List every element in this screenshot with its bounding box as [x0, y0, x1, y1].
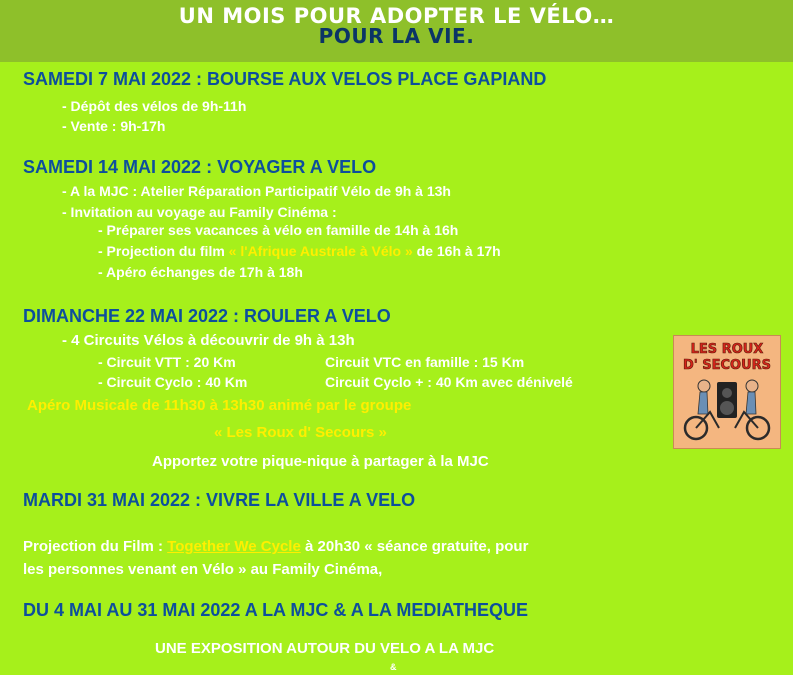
header-banner	[0, 0, 793, 62]
projection-film-line2: les personnes venant en Vélo » au Family Cinéma,	[23, 561, 383, 578]
band-logo	[673, 335, 781, 449]
projection-suffix: de 16h à 17h	[412, 243, 501, 259]
section-heading-7-mai: SAMEDI 7 MAI 2022 : BOURSE AUX VELOS PLACE GAPIAND	[23, 69, 547, 89]
picnic-note: Apportez votre pique-nique à partager à la MJC	[152, 453, 489, 470]
projection-film-line	[23, 538, 528, 555]
list-item: - Dépôt des vélos de 9h-11h	[62, 98, 247, 114]
circuit-item: Circuit VTC en famille : 15 Km	[325, 354, 525, 370]
banner-subtitle: POUR LA VIE.	[318, 24, 475, 48]
section-heading-exposition: DU 4 MAI AU 31 MAI 2022 A LA MJC & A LA MEDIATHEQUE	[23, 600, 529, 620]
section-heading-31-mai: MARDI 31 MAI 2022 : VIVRE LA VILLE A VELO	[23, 490, 416, 510]
list-item: - Invitation au voyage au Family Cinéma :	[62, 204, 337, 220]
logo-text-line1: LES ROUX	[690, 342, 764, 357]
ampersand: &	[390, 662, 397, 672]
group-name: « Les Roux d' Secours »	[214, 424, 387, 441]
list-item: - Apéro échanges de 17h à 18h	[98, 264, 303, 280]
projection-prefix: - Projection du film	[98, 243, 229, 259]
projection-prefix: Projection du Film :	[23, 538, 168, 555]
apero-musical: Apéro Musicale de 11h30 à 13h30 animé par le groupe	[27, 397, 412, 414]
projection-suffix: à 20h30 « séance gratuite, pour	[300, 538, 529, 555]
film-link[interactable]: Together We Cycle	[167, 538, 301, 555]
list-item: - A la MJC : Atelier Réparation Participatif Vélo de 9h à 13h	[62, 183, 451, 199]
section-heading-22-mai: DIMANCHE 22 MAI 2022 : ROULER A VELO	[23, 306, 391, 326]
circuit-item: Circuit Cyclo + : 40 Km avec dénivelé	[325, 374, 573, 390]
list-item: - Préparer ses vacances à vélo en famille de 14h à 16h	[98, 222, 459, 238]
circuit-item: - Circuit VTT : 20 Km	[98, 354, 236, 370]
band-logo-illustration	[674, 336, 780, 448]
projection-line	[98, 243, 501, 259]
film-title: « l'Afrique Australe à Vélo »	[228, 243, 413, 259]
banner-title: UN MOIS POUR ADOPTER LE VÉLO…	[178, 4, 615, 28]
expo-line: UNE EXPOSITION AUTOUR DU VELO A LA MJC	[155, 640, 495, 657]
list-item: - Vente : 9h-17h	[62, 118, 166, 134]
circuit-item: - Circuit Cyclo : 40 Km	[98, 374, 248, 390]
section-heading-14-mai: SAMEDI 14 MAI 2022 : VOYAGER A VELO	[23, 157, 377, 177]
logo-text-line2: D' SECOURS	[682, 358, 772, 373]
circuits-intro: - 4 Circuits Vélos à découvrir de 9h à 13h	[62, 332, 355, 349]
